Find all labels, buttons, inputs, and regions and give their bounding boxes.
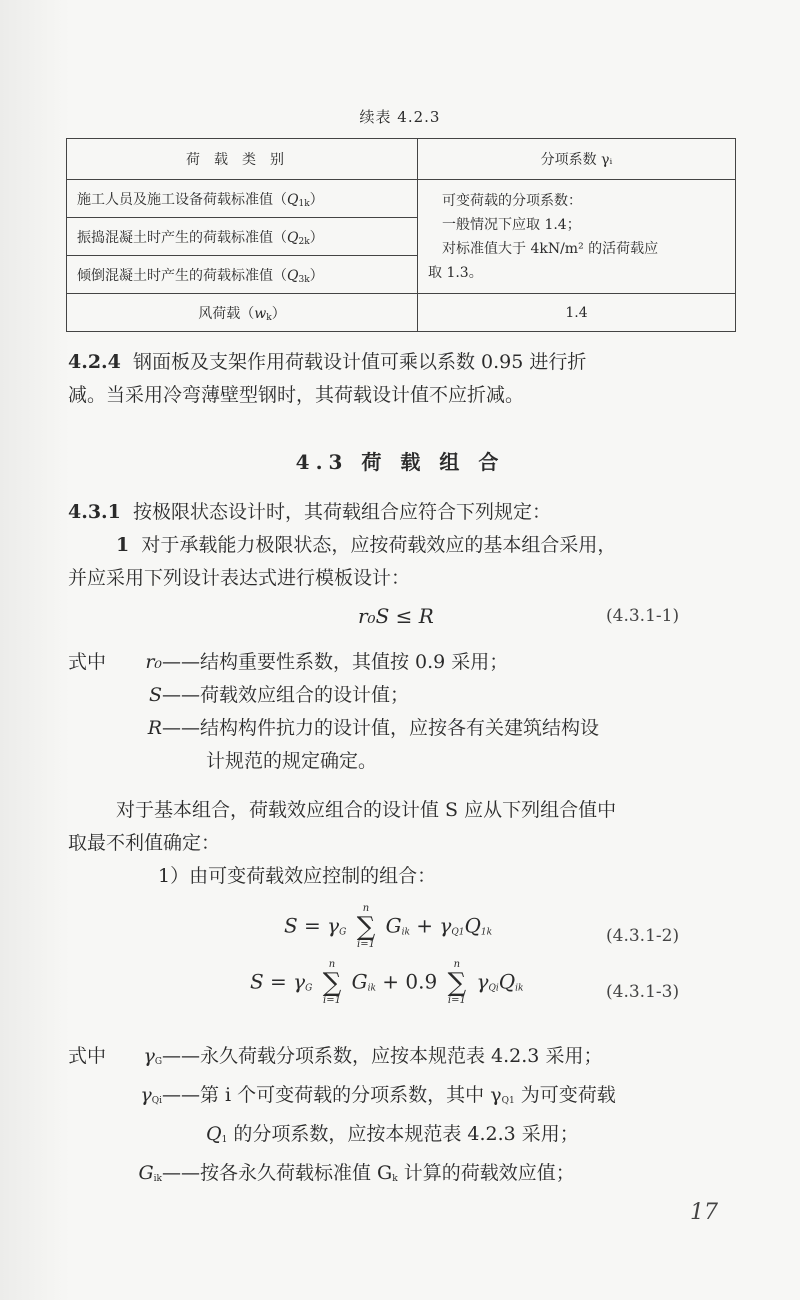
table-header-row xyxy=(67,139,736,180)
summation-symbol: n ∑ i=1 xyxy=(356,903,376,950)
clause-number: 4.3.1 xyxy=(68,501,121,523)
load-category-cell: 振捣混凝土时产生的荷载标准值$(Q_{2k})$ xyxy=(67,218,418,256)
summation-symbol: n ∑ i=1 xyxy=(322,959,342,1006)
definitions-block-2: 式中 $\gamma_G——$永久荷载分项系数，应按本规范表 4.2.3 采用； $\gamma_{Qi}——$第 i 个可变荷载的分项系数，其中 $\gamma_{Q1}$ 为可变荷载 $Q_1$ 的分项系数，应按本规范表 4.2.3 采用； $G_{ik}——$按各永久荷载标准值 $G_k$ 计算的荷载效应值； xyxy=(68,1045,616,1184)
load-category-cell: 倾倒混凝土时产生的荷载标准值$(Q_{3k})$ xyxy=(67,256,418,294)
page-number: 17 xyxy=(690,1200,718,1225)
wind-load-coefficient-cell: 1.4 xyxy=(418,294,736,332)
table-row xyxy=(67,180,736,218)
equation-number: (4.3.1-3) xyxy=(606,982,680,1002)
basic-combination-paragraph: 对于基本组合，荷载效应组合的设计值 S 应从下列组合值中 取最不利值确定： 1）由可变荷载效应控制的组合： xyxy=(68,799,617,887)
load-factor-table xyxy=(66,138,736,332)
section-title: 4.3 荷 载 组 合 xyxy=(295,450,505,474)
where-label: 式中 xyxy=(68,651,107,673)
table-caption: 续表 4.2.3 xyxy=(359,108,441,126)
definitions-block-1: 式中 r₀——结构重要性系数，其值按 0.9 采用； S——荷载效应组合的设计值； R——结构构件抗力的设计值，应按各有关建筑结构设 计规范的规定确定。 xyxy=(68,651,600,772)
header-partial-factor: 分项系数 γᵢ xyxy=(418,139,736,180)
variable-load-coefficient-cell: 可变荷载的分项系数： 一般情况下应取 1.4； 对标准值大于 4kN/m² 的活荷载应 取 1.3。 xyxy=(418,180,736,294)
load-category-cell: 施工人员及施工设备荷载标准值$(Q_{1k})$ xyxy=(67,180,418,218)
clause-4-2-4: 4.2.4 钢面板及支架作用荷载设计值可乘以系数 0.95 进行折 减。当采用冷弯薄壁型钢时，其荷载设计值不应折减。 xyxy=(68,351,587,406)
formula-4-3-1-3: $S = \gamma_G$ n ∑ i=1 $G_{ik} + 0.9$ n ∑ i=1 $\gamma_{Qi}Q_{ik}$ xyxy=(250,959,524,1006)
table-row-wind xyxy=(67,294,736,332)
formula-4-3-1-1: r₀S ≤ R xyxy=(358,604,434,628)
header-load-category: 荷载类别 xyxy=(67,139,418,180)
equation-number: (4.3.1-1) xyxy=(606,606,680,626)
where-label: 式中 xyxy=(68,1045,107,1067)
clause-number: 4.2.4 xyxy=(68,351,121,373)
clause-4-3-1: 4.3.1 按极限状态设计时，其荷载组合应符合下列规定： 1 对于承载能力极限状态，应按荷载效应的基本组合采用， 并应采用下列设计表达式进行模板设计： xyxy=(68,501,617,589)
equation-number: (4.3.1-2) xyxy=(606,926,680,946)
formula-4-3-1-2: $S = \gamma_G$ n ∑ i=1 $G_{ik} + \gamma_{Q1}Q_{1k}$ xyxy=(284,903,493,950)
summation-symbol: n ∑ i=1 xyxy=(447,959,467,1006)
wind-load-category-cell: 风荷载$(w_k)$ xyxy=(67,294,418,332)
